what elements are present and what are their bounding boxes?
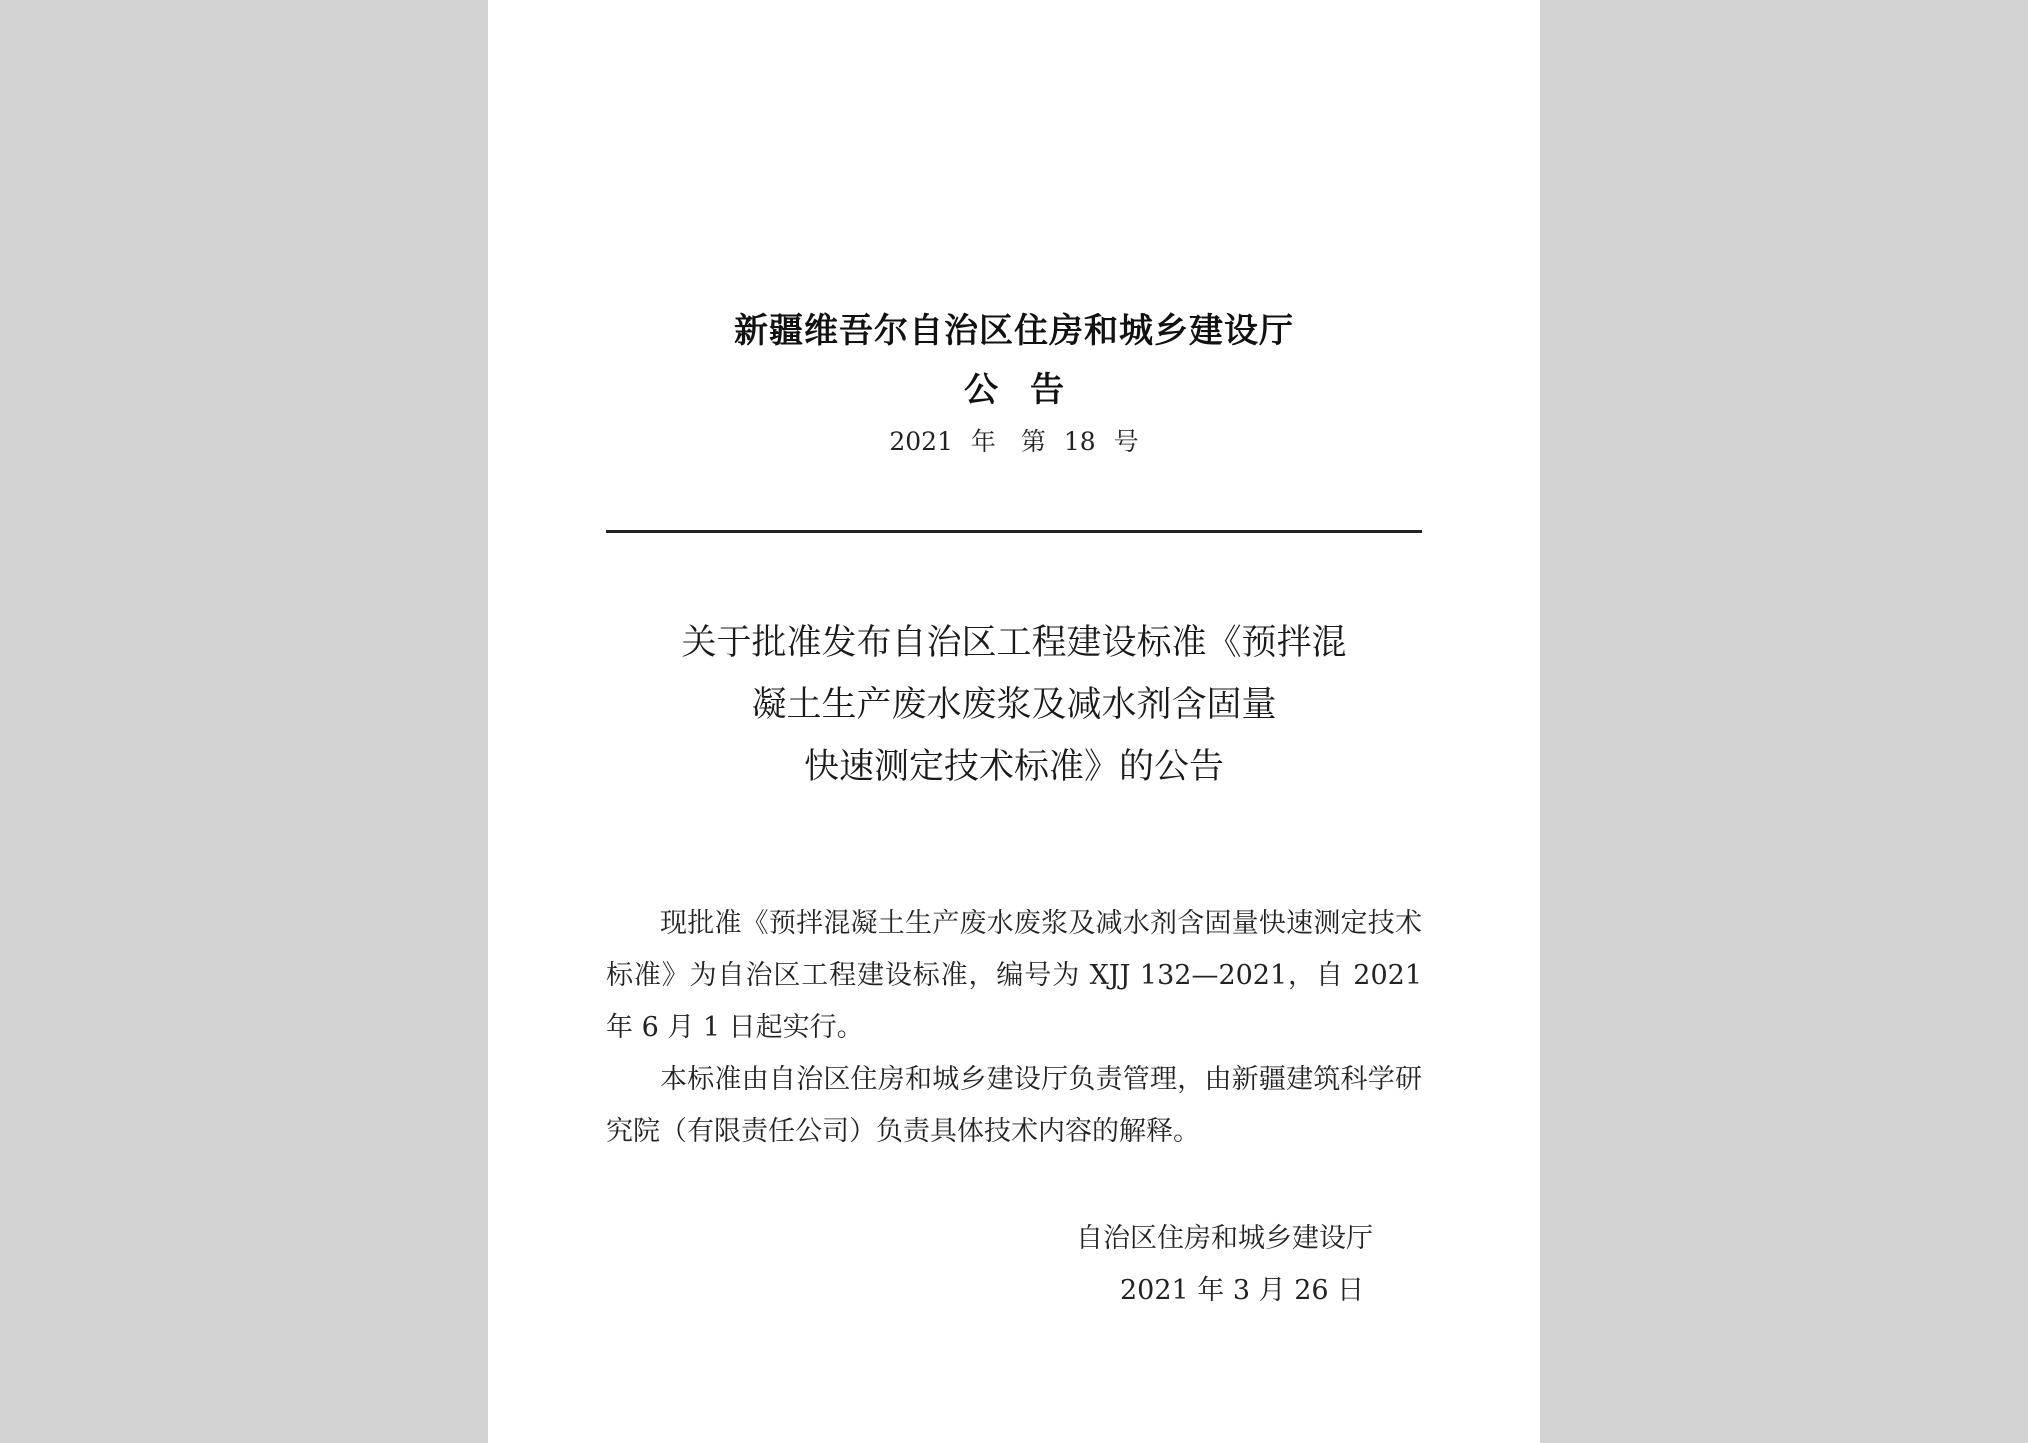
document-body xyxy=(606,898,1422,1158)
signature-date: 2021 年 3 月 26 日 xyxy=(1120,1275,1365,1306)
issuer-heading: 新疆维吾尔自治区住房和城乡建设厅 xyxy=(734,311,1294,351)
body-paragraph: 现批准《预拌混凝土生产废水废浆及减水剂含固量快速测定技术标准》为自治区工程建设标准，编号为 XJJ 132—2021，自 2021 年 6 月 1 日起实行。 xyxy=(606,908,1422,1043)
title-line: 凝土生产废水废浆及减水剂含固量 xyxy=(751,685,1277,725)
signature-organization: 自治区住房和城乡建设厅 xyxy=(1076,1223,1373,1254)
title-line: 关于批准发布自治区工程建设标准《预拌混 xyxy=(681,623,1347,663)
notice-number: 2021 年 第 18 号 xyxy=(889,427,1139,456)
document-title xyxy=(548,612,1480,798)
notice-heading: 公告 xyxy=(964,370,1096,410)
title-line: 快速测定技术标准》的公告 xyxy=(803,747,1224,787)
header-divider xyxy=(606,530,1422,533)
body-paragraph: 本标准由自治区住房和城乡建设厅负责管理，由新疆建筑科学研究院（有限责任公司）负责具体技术内容的解释。 xyxy=(606,1064,1422,1147)
document-page xyxy=(488,0,1540,1443)
